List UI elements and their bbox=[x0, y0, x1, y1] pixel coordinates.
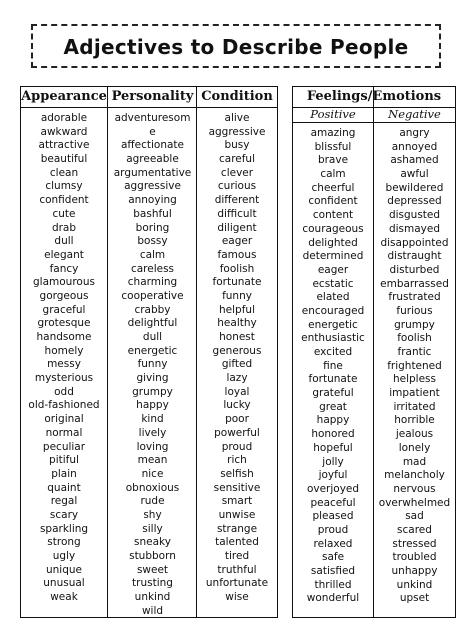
word-item: poor bbox=[225, 413, 249, 426]
positive-heading: Positive bbox=[293, 107, 373, 123]
word-item: horrible bbox=[394, 414, 435, 427]
word-item: honored bbox=[311, 428, 355, 441]
word-item: e bbox=[149, 125, 156, 138]
word-item: elated bbox=[316, 291, 350, 304]
word-item: dull bbox=[54, 235, 74, 248]
word-item: attractive bbox=[38, 139, 90, 152]
word-item: ecstatic bbox=[312, 277, 354, 290]
word-item: proud bbox=[221, 440, 253, 453]
word-item: famous bbox=[217, 248, 257, 261]
word-item: sad bbox=[405, 510, 424, 523]
personality-heading: Personality bbox=[108, 87, 197, 108]
word-item: talented bbox=[215, 536, 259, 549]
word-item: enthusiastic bbox=[301, 332, 365, 345]
word-item: funny bbox=[222, 289, 252, 302]
word-item: regal bbox=[50, 495, 78, 508]
word-item: cute bbox=[52, 207, 76, 220]
word-item: confident bbox=[308, 195, 358, 208]
word-item: frustrated bbox=[388, 291, 441, 304]
word-item: obnoxious bbox=[125, 481, 180, 494]
word-item: distraught bbox=[387, 250, 442, 263]
word-item: grateful bbox=[312, 387, 354, 400]
word-item: diligent bbox=[217, 221, 257, 234]
word-item: homely bbox=[44, 344, 84, 357]
word-item: upset bbox=[399, 592, 430, 605]
page-title: Adjectives to Describe People bbox=[63, 35, 409, 59]
word-item: mean bbox=[137, 454, 168, 467]
word-item: grumpy bbox=[132, 385, 173, 398]
word-item: content bbox=[312, 209, 354, 222]
condition-heading: Condition bbox=[197, 87, 277, 108]
word-item: melancholy bbox=[384, 469, 445, 482]
word-item: calm bbox=[320, 168, 346, 181]
word-item: grotesque bbox=[37, 317, 91, 330]
word-item: happy bbox=[316, 414, 350, 427]
word-item: annoyed bbox=[391, 140, 438, 153]
word-item: furious bbox=[396, 304, 433, 317]
word-item: thrilled bbox=[314, 578, 352, 591]
word-item: angry bbox=[399, 127, 430, 139]
negative-heading: Negative bbox=[374, 107, 455, 123]
word-item: awkward bbox=[40, 125, 88, 138]
word-item: cheerful bbox=[311, 181, 355, 194]
word-item: scary bbox=[49, 508, 79, 521]
word-item: jolly bbox=[322, 455, 344, 468]
word-item: pitiful bbox=[49, 454, 79, 467]
word-item: shy bbox=[143, 508, 162, 521]
word-item: delighted bbox=[308, 236, 358, 249]
word-item: odd bbox=[54, 385, 74, 398]
condition-list bbox=[197, 112, 277, 605]
word-item: annoying bbox=[128, 194, 177, 207]
word-item: ugly bbox=[52, 550, 76, 562]
word-item: nervous bbox=[393, 482, 436, 495]
word-item: frantic bbox=[397, 346, 432, 358]
word-item: fine bbox=[323, 359, 343, 372]
word-item: lazy bbox=[226, 372, 248, 385]
word-item: foolish bbox=[397, 332, 432, 345]
word-item: great bbox=[319, 400, 347, 413]
word-item: graceful bbox=[42, 303, 86, 316]
appearance-column bbox=[21, 87, 107, 617]
word-item: careless bbox=[130, 262, 175, 275]
word-item: dismayed bbox=[388, 222, 441, 235]
word-item: amazing bbox=[310, 127, 356, 139]
word-item: cooperative bbox=[121, 289, 184, 302]
word-item: satisfied bbox=[310, 565, 356, 577]
word-item: honest bbox=[219, 331, 255, 343]
word-item: peculiar bbox=[42, 440, 86, 453]
word-item: determined bbox=[302, 250, 364, 263]
word-item: boring bbox=[135, 221, 170, 234]
left-table bbox=[20, 86, 278, 618]
appearance-heading: Appearance bbox=[21, 87, 107, 108]
word-item: sweet bbox=[136, 563, 169, 576]
word-item: gorgeous bbox=[39, 289, 89, 302]
word-item: original bbox=[44, 413, 84, 426]
word-item: helpless bbox=[392, 373, 436, 386]
feelings-heading: Feelings/Emotions bbox=[293, 87, 455, 108]
condition-column bbox=[196, 87, 277, 617]
word-item: smart bbox=[221, 495, 253, 508]
word-item: delightful bbox=[127, 317, 178, 330]
word-item: adorable bbox=[40, 112, 88, 124]
word-item: confident bbox=[39, 194, 89, 207]
word-item: mad bbox=[402, 455, 427, 468]
word-item: encouraged bbox=[301, 304, 365, 317]
word-item: elegant bbox=[44, 248, 84, 261]
word-item: energetic bbox=[127, 344, 178, 357]
word-item: strange bbox=[216, 522, 258, 535]
word-item: aggressive bbox=[124, 180, 181, 193]
word-item: agreeable bbox=[126, 153, 179, 166]
negative-list bbox=[374, 127, 455, 606]
word-item: joyful bbox=[318, 469, 348, 482]
word-item: troubled bbox=[392, 551, 437, 564]
word-item: overjoyed bbox=[306, 482, 360, 495]
word-item: unhappy bbox=[391, 565, 438, 577]
word-item: careful bbox=[218, 153, 256, 166]
word-item: unfortunate bbox=[205, 577, 269, 590]
word-item: wild bbox=[141, 604, 164, 617]
word-item: old-fashioned bbox=[28, 399, 100, 412]
word-item: alive bbox=[224, 112, 250, 124]
word-item: clean bbox=[49, 166, 79, 179]
word-item: wise bbox=[225, 591, 249, 604]
word-item: affectionate bbox=[120, 139, 185, 152]
word-item: blissful bbox=[314, 140, 352, 153]
word-item: irritated bbox=[393, 400, 436, 413]
word-item: sparkling bbox=[39, 522, 89, 535]
word-item: gifted bbox=[221, 358, 253, 371]
word-item: unkind bbox=[396, 578, 433, 591]
positive-list bbox=[293, 127, 373, 606]
word-item: frightened bbox=[387, 359, 442, 372]
word-item: curious bbox=[217, 180, 257, 193]
word-item: plain bbox=[51, 467, 77, 480]
word-item: calm bbox=[139, 248, 166, 261]
personality-list bbox=[108, 112, 197, 618]
word-item: rude bbox=[140, 495, 165, 508]
word-item: powerful bbox=[214, 426, 260, 439]
word-item: relaxed bbox=[313, 537, 353, 550]
word-item: peaceful bbox=[310, 496, 356, 509]
title-box bbox=[31, 24, 441, 68]
word-item: kind bbox=[141, 413, 164, 426]
word-item: hopeful bbox=[313, 441, 353, 454]
word-item: unkind bbox=[134, 591, 171, 604]
word-item: scared bbox=[397, 523, 432, 536]
word-item: stressed bbox=[392, 537, 437, 550]
negative-column bbox=[373, 87, 455, 617]
word-item: weak bbox=[50, 591, 78, 604]
word-item: lonely bbox=[398, 441, 431, 454]
word-item: bossy bbox=[137, 235, 168, 248]
word-item: truthful bbox=[217, 563, 257, 576]
word-item: lively bbox=[138, 426, 167, 439]
word-item: disappointed bbox=[380, 236, 449, 249]
personality-column bbox=[107, 87, 197, 617]
word-item: rich bbox=[227, 454, 247, 467]
word-item: quaint bbox=[47, 481, 81, 494]
word-item: normal bbox=[45, 426, 83, 439]
word-item: awful bbox=[400, 168, 429, 181]
word-item: funny bbox=[137, 358, 168, 371]
word-item: foolish bbox=[219, 262, 255, 275]
appearance-list bbox=[21, 112, 107, 605]
word-item: charming bbox=[127, 276, 178, 289]
word-item: mysterious bbox=[34, 372, 94, 385]
word-item: sensitive bbox=[213, 481, 261, 494]
word-item: energetic bbox=[308, 318, 358, 331]
word-item: crabby bbox=[134, 303, 171, 316]
word-item: handsome bbox=[36, 331, 92, 343]
word-item: loving bbox=[136, 440, 169, 453]
word-item: fancy bbox=[49, 262, 79, 275]
word-item: drab bbox=[51, 221, 77, 234]
word-item: stubborn bbox=[129, 550, 176, 562]
word-item: adventuresom bbox=[114, 112, 191, 124]
word-item: wonderful bbox=[306, 592, 360, 605]
word-item: lucky bbox=[223, 399, 251, 412]
word-item: bashful bbox=[133, 207, 172, 220]
word-item: brave bbox=[317, 154, 349, 167]
word-item: selfish bbox=[220, 467, 254, 480]
word-item: strong bbox=[47, 536, 81, 549]
word-item: clumsy bbox=[45, 180, 83, 193]
word-item: disgusted bbox=[388, 209, 441, 222]
word-item: busy bbox=[224, 139, 250, 152]
word-item: dull bbox=[142, 331, 163, 343]
word-item: embarrassed bbox=[380, 277, 449, 290]
word-item: helpful bbox=[219, 303, 255, 316]
word-item: pleased bbox=[312, 510, 354, 523]
word-item: happy bbox=[136, 399, 169, 412]
word-item: messy bbox=[47, 358, 81, 371]
word-item: ashamed bbox=[390, 154, 439, 167]
word-item: disturbed bbox=[389, 263, 440, 276]
word-item: jealous bbox=[395, 428, 434, 441]
positive-column bbox=[293, 87, 373, 617]
word-item: fortunate bbox=[308, 373, 358, 386]
word-item: argumentative bbox=[113, 166, 192, 179]
word-item: clever bbox=[220, 166, 254, 179]
word-item: eager bbox=[221, 235, 253, 248]
word-item: different bbox=[214, 194, 260, 207]
word-item: healthy bbox=[217, 317, 257, 330]
word-item: beautiful bbox=[40, 153, 88, 166]
word-item: unwise bbox=[218, 508, 256, 521]
word-item: nice bbox=[141, 467, 164, 480]
word-item: sneaky bbox=[134, 536, 171, 549]
feelings-table bbox=[292, 86, 456, 618]
word-item: safe bbox=[321, 551, 345, 564]
word-item: depressed bbox=[387, 195, 442, 208]
word-item: silly bbox=[142, 522, 163, 535]
word-item: tired bbox=[224, 550, 250, 562]
word-item: aggressive bbox=[208, 125, 266, 138]
word-item: difficult bbox=[217, 207, 257, 220]
word-item: excited bbox=[313, 346, 353, 358]
word-item: generous bbox=[212, 344, 262, 357]
word-item: unusual bbox=[43, 577, 85, 590]
word-item: giving bbox=[136, 372, 169, 385]
word-item: courageous bbox=[302, 222, 364, 235]
word-item: loyal bbox=[224, 385, 250, 398]
word-item: fortunate bbox=[212, 276, 262, 289]
word-item: grumpy bbox=[394, 318, 435, 331]
word-item: eager bbox=[317, 263, 349, 276]
word-item: proud bbox=[317, 523, 349, 536]
word-item: unique bbox=[45, 563, 82, 576]
word-item: glamourous bbox=[33, 276, 95, 289]
word-item: impatient bbox=[389, 387, 440, 400]
word-item: trusting bbox=[132, 577, 173, 590]
word-item: overwhelmed bbox=[378, 496, 451, 509]
word-item: bewildered bbox=[385, 181, 444, 194]
